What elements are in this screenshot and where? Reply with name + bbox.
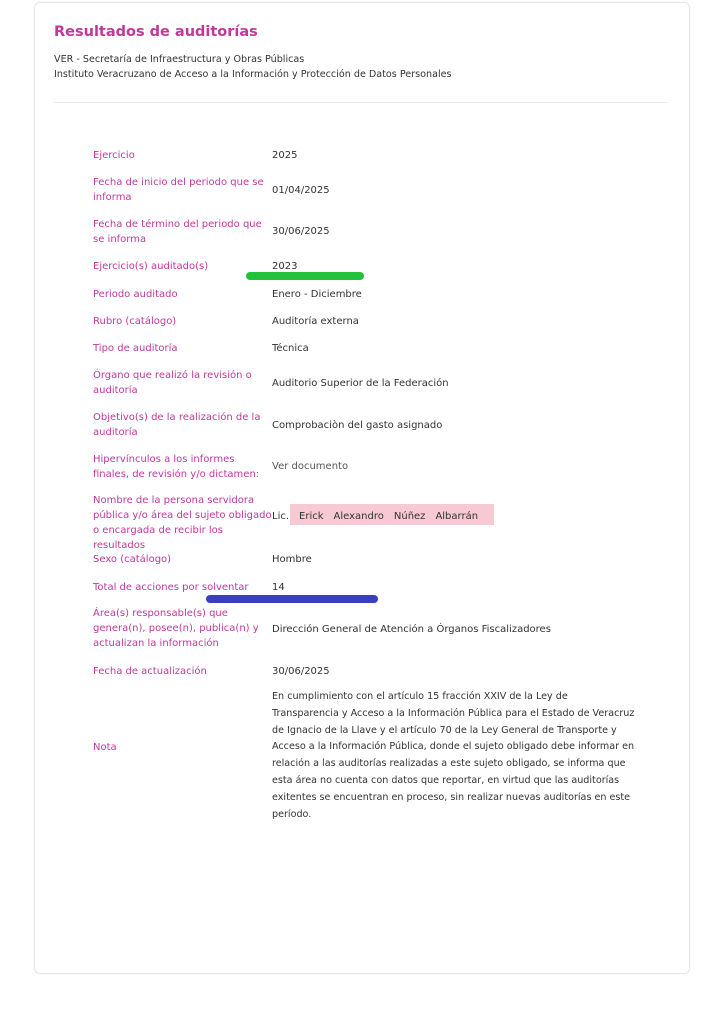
label-sexo: Sexo (catálogo) bbox=[93, 554, 172, 565]
label-hipervinculos: Hipervínculos a los informes finales, de revisión y/o dictamen: bbox=[93, 454, 260, 480]
value-rubro: Auditoría externa bbox=[272, 316, 359, 327]
value-total-acciones: 14 bbox=[272, 582, 285, 593]
label-objetivo: Objetivo(s) de la realización de la auditoría bbox=[93, 412, 261, 438]
label-nota: Nota bbox=[93, 742, 117, 753]
value-areas-responsables: Dirección General de Atención a Órganos Fiscalizadores bbox=[272, 624, 551, 635]
label-fecha-termino: Fecha de término del periodo que se informa bbox=[93, 219, 262, 245]
ver-documento-link[interactable]: Ver documento bbox=[272, 461, 349, 472]
value-nota: En cumplimiento con el artículo 15 fracción XXIV de la Ley de Transparencia y Acceso a la Información Pública para el Estado de Veracruz de Ignacio de la Llave y el artículo 70 de la Ley General de Transporte y Acceso a la Información Pública, donde el sujeto obligado debe informar en relación a las auditorías realizadas a este sujeto obligado, se informa que esta área no cuenta con datos que reportar, en virtud que las auditorías exitentes se encuentran en proceso, sin realizar nuevas auditorías en este período. bbox=[272, 691, 635, 820]
value-objetivo: Comprobaciòn del gasto asignado bbox=[272, 420, 443, 431]
value-tipo-auditoria: Técnica bbox=[272, 343, 309, 354]
value-periodo-auditado: Enero - Diciembre bbox=[272, 289, 362, 300]
header-divider bbox=[54, 102, 668, 103]
name-part: Alexandro bbox=[333, 511, 384, 522]
green-underline-mark bbox=[246, 272, 364, 280]
label-fecha-actualizacion: Fecha de actualización bbox=[93, 666, 207, 677]
value-fecha-inicio: 01/04/2025 bbox=[272, 185, 330, 196]
value-sexo: Hombre bbox=[272, 554, 312, 565]
institute-name: Instituto Veracruzano de Acceso a la Información y Protección de Datos Personales bbox=[54, 69, 452, 80]
value-organo: Auditorio Superior de la Federación bbox=[272, 378, 449, 389]
value-fecha-actualizacion: 30/06/2025 bbox=[272, 666, 330, 677]
label-ejercicio: Ejercicio bbox=[93, 150, 135, 161]
label-areas-responsables: Área(s) responsable(s) que genera(n), posee(n), publica(n) y actualizan la información bbox=[93, 608, 259, 649]
agency-name: VER - Secretaría de Infraestructura y Obras Públicas bbox=[54, 54, 305, 65]
label-persona-servidora: Nombre de la persona servidora pública y/o área del sujeto obligado o encargada de recibir los resultados bbox=[93, 495, 272, 551]
label-total-acciones: Total de acciones por solventar bbox=[93, 582, 249, 593]
page-title: Resultados de auditorías bbox=[54, 24, 258, 40]
label-periodo-auditado: Periodo auditado bbox=[93, 289, 178, 300]
value-ejercicios-auditados: 2023 bbox=[272, 261, 298, 272]
blue-underline-mark bbox=[206, 595, 378, 603]
value-persona-servidora bbox=[272, 509, 488, 524]
label-tipo-auditoria: Tipo de auditoría bbox=[93, 343, 178, 354]
label-organo: Órgano que realizó la revisión o auditoría bbox=[93, 370, 252, 396]
label-fecha-inicio: Fecha de inicio del periodo que se informa bbox=[93, 177, 264, 203]
name-part: Albarrán bbox=[435, 511, 479, 522]
value-fecha-termino: 30/06/2025 bbox=[272, 226, 330, 237]
name-prefix: Lic. bbox=[272, 511, 290, 522]
name-part: Núñez bbox=[393, 511, 426, 522]
label-rubro: Rubro (catálogo) bbox=[93, 316, 177, 327]
label-ejercicios-auditados: Ejercicio(s) auditado(s) bbox=[93, 261, 209, 272]
name-part: Erick bbox=[299, 511, 324, 522]
value-ejercicio: 2025 bbox=[272, 150, 298, 161]
